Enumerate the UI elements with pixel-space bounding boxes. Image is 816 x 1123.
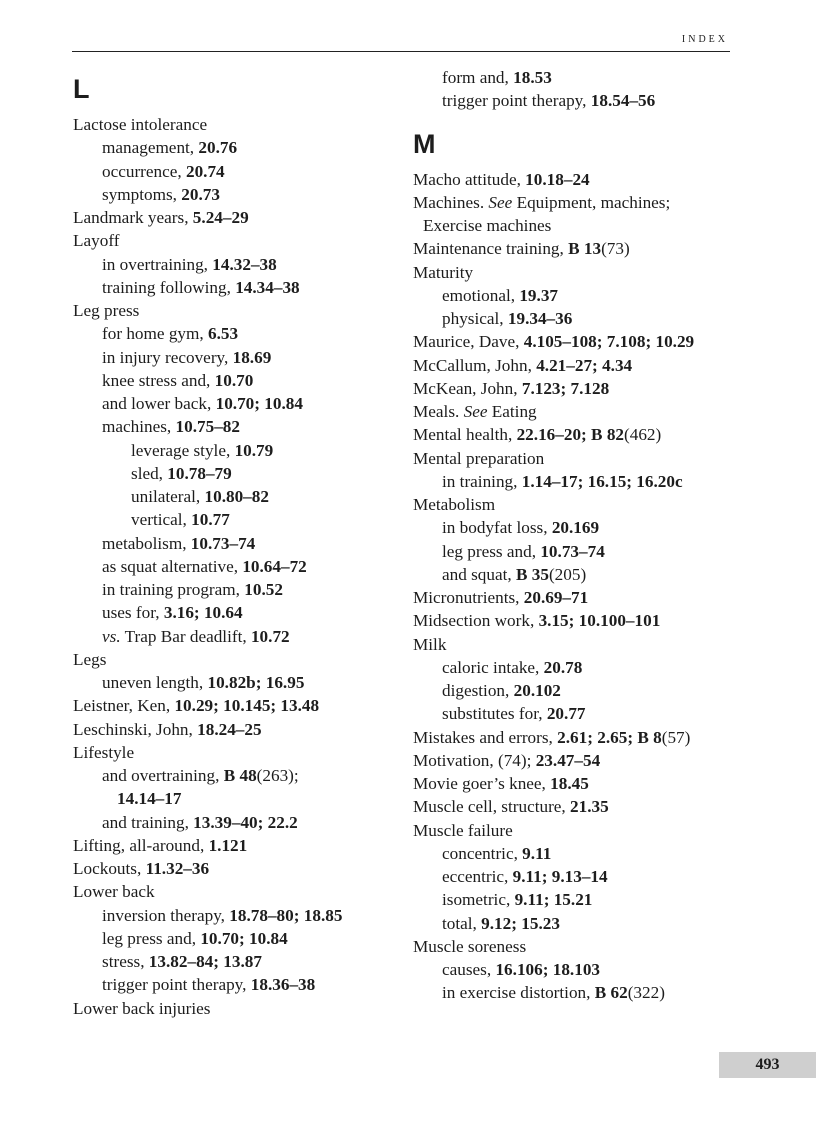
index-subentry: [73, 625, 403, 648]
entry-text: for home gym,: [102, 324, 208, 344]
index-entry: [413, 633, 743, 656]
entry-text: Layoff: [73, 231, 120, 251]
entry-text: Legs: [73, 649, 107, 669]
entry-text: trigger point therapy,: [442, 91, 591, 111]
page-reference: 6.53: [207, 324, 239, 344]
entry-text: Micronutrients,: [413, 588, 524, 607]
entry-text: Movie goer’s knee,: [413, 774, 551, 793]
entry-text: Maintenance training,: [413, 239, 569, 259]
index-entry: [413, 819, 743, 842]
index-entry: [413, 586, 743, 609]
entry-text: eccentric,: [442, 867, 513, 886]
entry-text: Lower back: [73, 882, 155, 902]
index-entry: [413, 447, 743, 470]
index-subentry: [73, 415, 403, 438]
entry-text: leverage style,: [131, 440, 235, 460]
header-rule: [72, 51, 730, 52]
page-reference: 14.34–38: [235, 277, 300, 297]
entry-text: (263);: [256, 766, 299, 785]
entry-text: in overtraining,: [102, 254, 213, 274]
index-entry: [413, 795, 743, 818]
index-entry: [73, 741, 403, 764]
page-reference: 10.70: [214, 370, 254, 390]
entry-text: management,: [102, 138, 199, 158]
entry-text: sled,: [131, 463, 168, 483]
page-reference: 20.69–71: [523, 588, 589, 607]
page-reference: 10.52: [244, 580, 283, 599]
index-entry: [413, 935, 743, 958]
index-entry: [413, 726, 743, 749]
page-reference: 18.45: [550, 774, 589, 793]
entry-text: training following,: [102, 277, 236, 297]
entry-text: occurrence,: [102, 161, 186, 181]
index-entry: [413, 423, 743, 446]
page-reference: 10.82b; 16.95: [207, 673, 305, 692]
index-subentry: [413, 865, 743, 888]
page-reference: 13.82–84; 13.87: [148, 952, 262, 971]
index-entry: [413, 400, 743, 423]
page-reference: 19.37: [519, 285, 558, 305]
index-subentry: [73, 462, 403, 485]
entry-text: Muscle soreness: [413, 936, 527, 956]
page-reference: 10.70; 10.84: [200, 928, 288, 948]
entry-text: Leg press: [73, 301, 140, 320]
entry-text: knee stress and,: [102, 370, 215, 390]
index-subentry: [73, 508, 403, 531]
page-reference: 20.77: [546, 704, 586, 724]
entry-text: Meals.: [413, 402, 464, 421]
italic-term: See: [488, 192, 513, 212]
index-subentry: [413, 912, 743, 935]
entry-text: trigger point therapy,: [102, 975, 251, 995]
entry-text: Leistner, Ken,: [73, 696, 175, 716]
entry-text: Mental health,: [413, 425, 517, 445]
index-entry: [73, 206, 403, 229]
entry-text: and lower back,: [102, 394, 216, 413]
index-subentry: [73, 183, 403, 206]
index-entry: [73, 834, 403, 857]
index-column-left: [73, 66, 403, 1020]
section-letter: L: [73, 74, 90, 104]
entry-text: Landmark years,: [73, 208, 193, 227]
index-subentry: [73, 973, 403, 996]
entry-text: Motivation, (74);: [413, 750, 536, 770]
index-subentry: [413, 66, 743, 89]
entry-text: Equipment, machines;: [512, 192, 671, 212]
index-entry: [73, 718, 403, 741]
index-subentry: [413, 679, 743, 702]
page-reference: B 48: [223, 766, 257, 785]
index-subentry: [73, 927, 403, 950]
index-subentry: [413, 307, 743, 330]
entry-text: causes,: [442, 960, 496, 979]
page-reference: 1.14–17; 16.15; 16.20c: [521, 471, 683, 491]
page-reference: 9.12; 15.23: [481, 913, 560, 933]
entry-text: in bodyfat loss,: [442, 518, 552, 538]
page-reference: 19.34–36: [507, 309, 573, 328]
index-subentry: [73, 369, 403, 392]
index-entry: [413, 191, 743, 214]
entry-text: Muscle cell, structure,: [413, 797, 571, 817]
index-subentry: [73, 904, 403, 927]
page-reference: 20.78: [543, 657, 583, 677]
page-reference: B 13: [568, 239, 602, 259]
index-entry: [413, 772, 743, 795]
entry-text: isometric,: [442, 890, 515, 910]
entry-text: Eating: [487, 402, 537, 421]
page-reference: B 62: [594, 983, 628, 1003]
index-subentry: [73, 253, 403, 276]
index-entry: [413, 237, 743, 260]
page-reference: 9.11; 15.21: [514, 890, 593, 910]
index-subentry: [73, 322, 403, 345]
page-reference: 10.75–82: [175, 417, 240, 437]
entry-text: stress,: [102, 952, 149, 971]
index-subentry: [73, 392, 403, 415]
page-reference: 20.74: [185, 161, 225, 181]
page-reference: 3.16; 10.64: [163, 603, 243, 623]
index-subentry: [73, 439, 403, 462]
entry-text: form and,: [442, 68, 514, 87]
index-subentry: [73, 555, 403, 578]
index-subentry: [413, 702, 743, 725]
entry-text: digestion,: [442, 681, 514, 700]
index-subentry: [73, 671, 403, 694]
page-reference: 5.24–29: [192, 208, 249, 227]
entry-text: and training,: [102, 812, 194, 832]
entry-text: Trap Bar deadlift,: [120, 626, 251, 646]
entry-text: leg press and,: [442, 541, 541, 561]
entry-text: metabolism,: [102, 533, 191, 553]
page-reference: 18.69: [232, 347, 272, 367]
page-reference: 10.77: [191, 510, 230, 530]
entry-text: Machines.: [413, 192, 489, 212]
index-subentry: [73, 764, 403, 787]
entry-text: and squat,: [442, 564, 516, 584]
entry-text: unilateral,: [131, 487, 205, 506]
page-reference: 3.15; 10.100–101: [538, 611, 661, 631]
index-subentry: [413, 89, 743, 112]
italic-term: See: [463, 402, 488, 421]
entry-text: Lactose intolerance: [73, 115, 208, 134]
index-subentry: [413, 563, 743, 586]
index-subentry: [73, 136, 403, 159]
entry-text: symptoms,: [102, 184, 182, 204]
index-entry: [413, 330, 743, 353]
page-reference: 10.29; 10.145; 13.48: [174, 696, 320, 716]
page-reference: B 35: [516, 564, 549, 584]
index-subentry: [73, 578, 403, 601]
entry-text: Midsection work,: [413, 611, 539, 631]
index-entry: [73, 299, 403, 322]
entry-text: in training program,: [102, 580, 245, 599]
entry-text: (73): [601, 239, 630, 259]
index-subentry: [413, 981, 743, 1004]
index-entry: [73, 880, 403, 903]
entry-text: Mental preparation: [413, 448, 545, 468]
index-entry: [73, 857, 403, 880]
entry-text: emotional,: [442, 285, 520, 305]
page-reference: 14.14–17: [117, 789, 182, 809]
entry-text: uses for,: [102, 603, 164, 623]
entry-text: Lifestyle: [73, 742, 135, 762]
entry-text: (205): [548, 564, 587, 584]
entry-text: Maturity: [413, 262, 474, 282]
index-subentry: [73, 532, 403, 555]
entry-text: in injury recovery,: [102, 347, 233, 367]
page-reference: 10.78–79: [167, 463, 232, 483]
entry-text: Metabolism: [413, 495, 496, 514]
index-entry: [413, 168, 743, 191]
index-entry: [73, 113, 403, 136]
italic-term: vs.: [102, 626, 121, 646]
entry-text: caloric intake,: [442, 657, 544, 677]
entry-text: Muscle failure: [413, 820, 513, 840]
page-reference: 10.80–82: [204, 487, 269, 506]
index-entry: [413, 261, 743, 284]
page-reference: 10.79: [234, 440, 274, 460]
index-subentry: [413, 888, 743, 911]
entry-text: Milk: [413, 634, 447, 654]
section-letter: M: [413, 128, 436, 159]
entry-text: Mistakes and errors,: [413, 727, 558, 747]
page-reference: 20.169: [551, 518, 600, 538]
index-entry-continuation: [413, 214, 743, 237]
page-reference: 18.54–56: [590, 91, 656, 111]
index-subentry: [73, 160, 403, 183]
entry-text: Lockouts,: [73, 859, 146, 878]
entry-text: McKean, John,: [413, 378, 522, 398]
index-entry: [413, 377, 743, 400]
index-entry: [413, 609, 743, 632]
entry-text: as squat alternative,: [102, 556, 243, 576]
index-entry-continuation: [73, 787, 403, 810]
page-reference: 22.16–20; B 82: [516, 425, 624, 445]
page-reference: 10.64–72: [242, 556, 307, 576]
index-entry: [73, 694, 403, 717]
entry-text: McCallum, John,: [413, 355, 537, 375]
page-reference: 9.11; 9.13–14: [512, 867, 608, 886]
page-reference: 1.121: [208, 835, 248, 855]
entry-text: (57): [661, 727, 691, 747]
running-head: INDEX: [681, 34, 728, 45]
entry-text: (462): [624, 425, 662, 445]
entry-text: Exercise machines: [423, 216, 552, 235]
page-reference: 18.24–25: [197, 719, 262, 739]
page-reference: 7.123; 7.128: [521, 378, 610, 398]
page-reference: 20.73: [181, 184, 220, 204]
page-reference: 20.76: [198, 138, 238, 158]
index-subentry: [73, 346, 403, 369]
page-reference: 21.35: [570, 797, 609, 817]
entry-text: Lower back injuries: [73, 998, 211, 1018]
page-reference: 20.102: [513, 681, 561, 700]
page-reference: 10.73–74: [190, 533, 256, 553]
page-reference: 10.70; 10.84: [215, 394, 303, 413]
entry-text: Leschinski, John,: [73, 719, 198, 739]
index-column-right: [413, 66, 743, 1005]
page-reference: 18.53: [513, 68, 552, 87]
page-reference: 23.47–54: [535, 750, 601, 770]
entry-text: Lifting, all-around,: [73, 835, 209, 855]
entry-text: machines,: [102, 417, 176, 437]
index-entry: [413, 493, 743, 516]
entry-text: vertical,: [131, 510, 192, 530]
entry-text: Macho attitude,: [413, 169, 526, 189]
page-reference: 10.73–74: [540, 541, 605, 561]
index-entry: [73, 648, 403, 671]
page-number: 493: [719, 1052, 816, 1078]
entry-text: and overtraining,: [102, 766, 224, 785]
entry-text: (322): [627, 983, 665, 1003]
index-entry: [413, 354, 743, 377]
index-subentry: [413, 656, 743, 679]
page-reference: 9.11: [522, 843, 552, 863]
index-subentry: [73, 950, 403, 973]
page-reference: 2.61; 2.65; B 8: [557, 727, 662, 747]
index-subentry: [413, 958, 743, 981]
entry-text: in training,: [442, 471, 522, 491]
entry-text: uneven length,: [102, 673, 208, 692]
index-subentry: [73, 601, 403, 624]
page-reference: 13.39–40; 22.2: [193, 812, 298, 832]
page-reference: 10.72: [250, 626, 290, 646]
index-entry: [73, 229, 403, 252]
entry-text: concentric,: [442, 843, 523, 863]
entry-text: leg press and,: [102, 928, 201, 948]
index-subentry: [413, 470, 743, 493]
page-reference: 10.18–24: [525, 169, 590, 189]
page-reference: 4.21–27; 4.34: [536, 355, 633, 375]
index-subentry: [413, 540, 743, 563]
index-entry: [73, 997, 403, 1020]
index-subentry: [413, 284, 743, 307]
index-subentry: [73, 485, 403, 508]
entry-text: substitutes for,: [442, 704, 547, 724]
page-reference: 11.32–36: [145, 859, 210, 878]
page-reference: 14.32–38: [212, 254, 277, 274]
index-subentry: [73, 276, 403, 299]
entry-text: inversion therapy,: [102, 905, 230, 925]
page-reference: 4.105–108; 7.108; 10.29: [523, 332, 695, 352]
entry-text: in exercise distortion,: [442, 983, 595, 1003]
page-reference: 18.78–80; 18.85: [229, 905, 343, 925]
entry-text: physical,: [442, 309, 508, 328]
index-subentry: [73, 811, 403, 834]
index-subentry: [413, 516, 743, 539]
entry-text: Maurice, Dave,: [413, 332, 524, 352]
page-reference: 16.106; 18.103: [495, 960, 601, 979]
index-subentry: [413, 842, 743, 865]
entry-text: total,: [442, 913, 482, 933]
index-entry: [413, 749, 743, 772]
page-reference: 18.36–38: [250, 975, 316, 995]
